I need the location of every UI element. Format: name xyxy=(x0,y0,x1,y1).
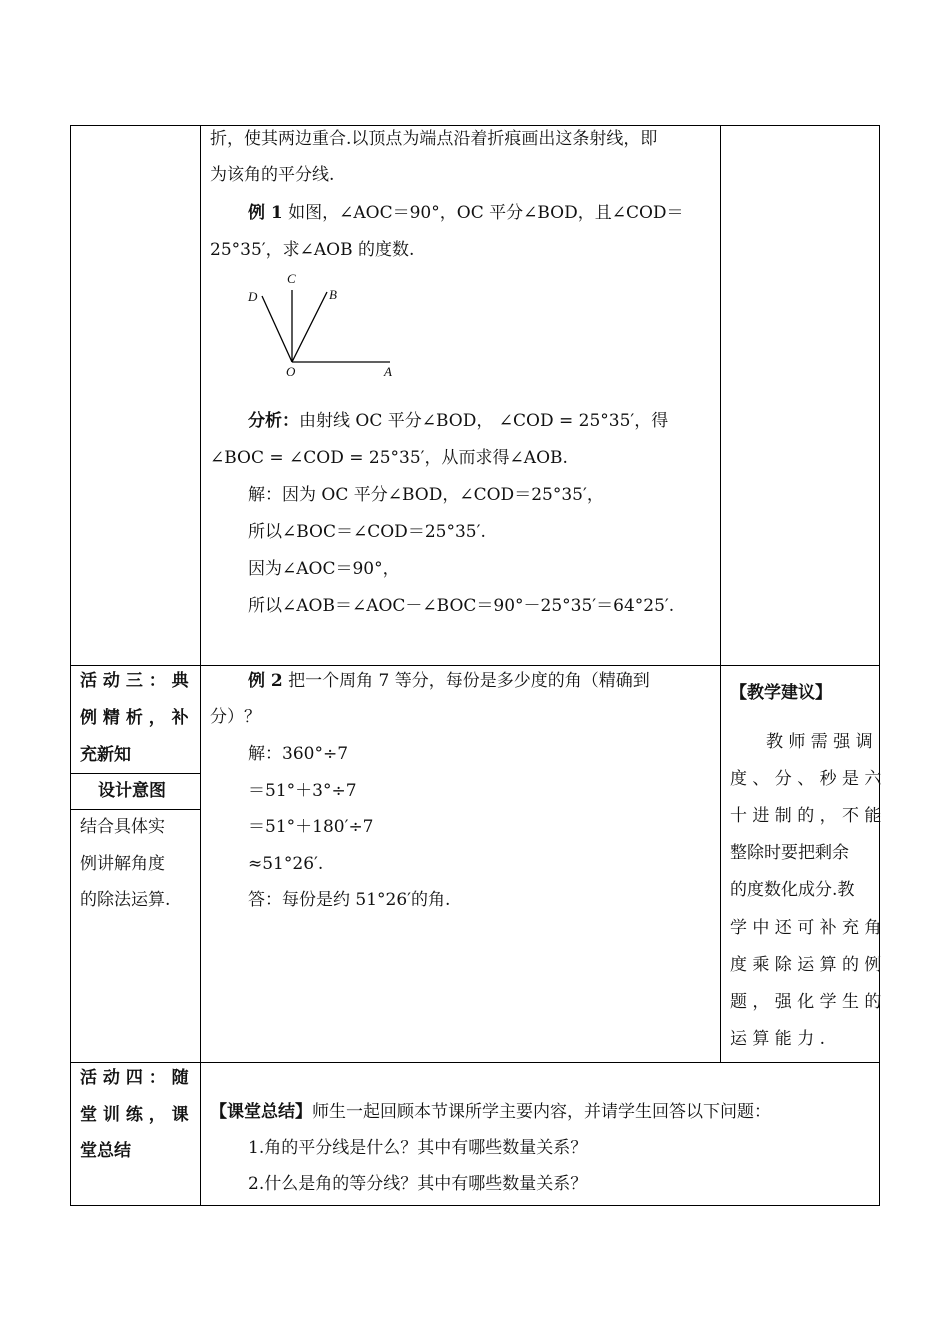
ray-od xyxy=(262,296,292,362)
design-intent-line3: 的除法运算. xyxy=(80,890,171,910)
example2-label: 例 2 xyxy=(248,671,283,691)
suggestion-line8: 题 ， 强 化 学 生 的 xyxy=(730,992,882,1012)
row-divider-2 xyxy=(70,1062,880,1063)
col-divider-2-upper xyxy=(720,125,721,1062)
activity3-line3: 充新知 xyxy=(80,745,131,765)
question-2: 2.什么是角的等分线？其中有哪些数量关系？ xyxy=(248,1174,588,1194)
example1-label: 例 1 xyxy=(248,203,283,223)
ray-ob xyxy=(292,292,327,362)
question-1: 1.角的平分线是什么？其中有哪些数量关系？ xyxy=(248,1138,588,1158)
suggestion-line3: 十 进 制 的 ， 不 能 xyxy=(730,806,882,826)
solution1-line2: 所以∠BOC＝∠COD＝25°35′. xyxy=(248,522,486,542)
example2-text: 把一个周角 7 等分，每份是多少度的角（精确到 xyxy=(282,671,650,691)
solution1-line1: 解：因为 OC 平分∠BOD，∠COD＝25°35′， xyxy=(248,485,604,505)
solution1-line3: 因为∠AOC＝90°， xyxy=(248,559,400,579)
class-summary xyxy=(210,1101,771,1123)
example1-line2: 25°35′，求∠AOB 的度数. xyxy=(210,240,415,260)
label-d: D xyxy=(248,289,258,304)
solution2-line2: ＝51°＋3°÷7 xyxy=(248,781,357,801)
analysis-line2: ∠BOC = ∠COD = 25°35′，从而求得∠AOB. xyxy=(210,448,568,468)
suggestion-line9: 运 算 能 力 . xyxy=(730,1029,826,1049)
analysis-text: 由射线 OC 平分∠BOD， ∠COD = 25°35′，得 xyxy=(299,411,669,431)
example2-line2: 分）？ xyxy=(210,707,261,727)
solution2-line1: 解：360°÷7 xyxy=(248,744,349,764)
suggestion-line1: 教 师 需 强 调 xyxy=(766,732,873,752)
row-divider-1 xyxy=(70,665,880,666)
design-intent-line2: 例讲解角度 xyxy=(80,854,165,874)
activity3-line1: 活 动 三 ： 典 xyxy=(80,671,189,691)
design-intent-header: 设计意图 xyxy=(98,781,166,801)
suggestion-line7: 度 乘 除 运 算 的 例 xyxy=(730,955,882,975)
suggestion-line4: 整除时要把剩余 xyxy=(730,843,849,863)
design-intent-line1: 结合具体实 xyxy=(80,817,165,837)
activity4-line1: 活 动 四 ： 随 xyxy=(80,1068,189,1088)
design-header-top xyxy=(70,773,201,774)
activity3-line2: 例 精 析 ， 补 xyxy=(80,708,189,728)
label-o: O xyxy=(286,364,296,379)
text-line-1: 折，使其两边重合.以顶点为端点沿着折痕画出这条射线，即 xyxy=(210,129,658,149)
analysis-label: 分析： xyxy=(248,411,299,431)
activity4-line2: 堂 训 练 ， 课 xyxy=(80,1105,189,1125)
text-line-2: 为该角的平分线. xyxy=(210,165,335,185)
label-b: B xyxy=(329,287,337,302)
design-header-bottom xyxy=(70,809,201,810)
teaching-suggestion-title: 【教学建议】 xyxy=(730,683,832,703)
label-c: C xyxy=(287,271,296,286)
suggestion-line2: 度 、 分 、 秒 是 六 xyxy=(730,769,882,789)
class-summary-label: 【课堂总结】 xyxy=(210,1102,312,1122)
example1-text: 如图，∠AOC＝90°，OC 平分∠BOD，且∠COD＝ xyxy=(282,203,684,223)
angle-figure xyxy=(240,270,460,380)
table-border-bottom xyxy=(70,1205,880,1206)
activity4-line3: 堂总结 xyxy=(80,1141,131,1161)
suggestion-line5: 的度数化成分.教 xyxy=(730,880,855,900)
suggestion-line6: 学 中 还 可 补 充 角 xyxy=(730,918,882,938)
label-a: A xyxy=(384,364,392,379)
example1-line1 xyxy=(248,202,684,224)
class-summary-text: 师生一起回顾本节课所学主要内容，并请学生回答以下问题： xyxy=(312,1102,771,1122)
solution2-line3: ＝51°＋180′÷7 xyxy=(248,817,374,837)
solution2-line5: 答：每份是约 51°26′的角. xyxy=(248,890,451,910)
analysis-line1 xyxy=(248,410,668,432)
table-border-top xyxy=(70,125,880,126)
example2-line1 xyxy=(248,670,650,692)
solution2-line4: ≈51°26′. xyxy=(248,854,324,874)
solution1-line4: 所以∠AOB＝∠AOC－∠BOC＝90°－25°35′＝64°25′. xyxy=(248,596,675,616)
